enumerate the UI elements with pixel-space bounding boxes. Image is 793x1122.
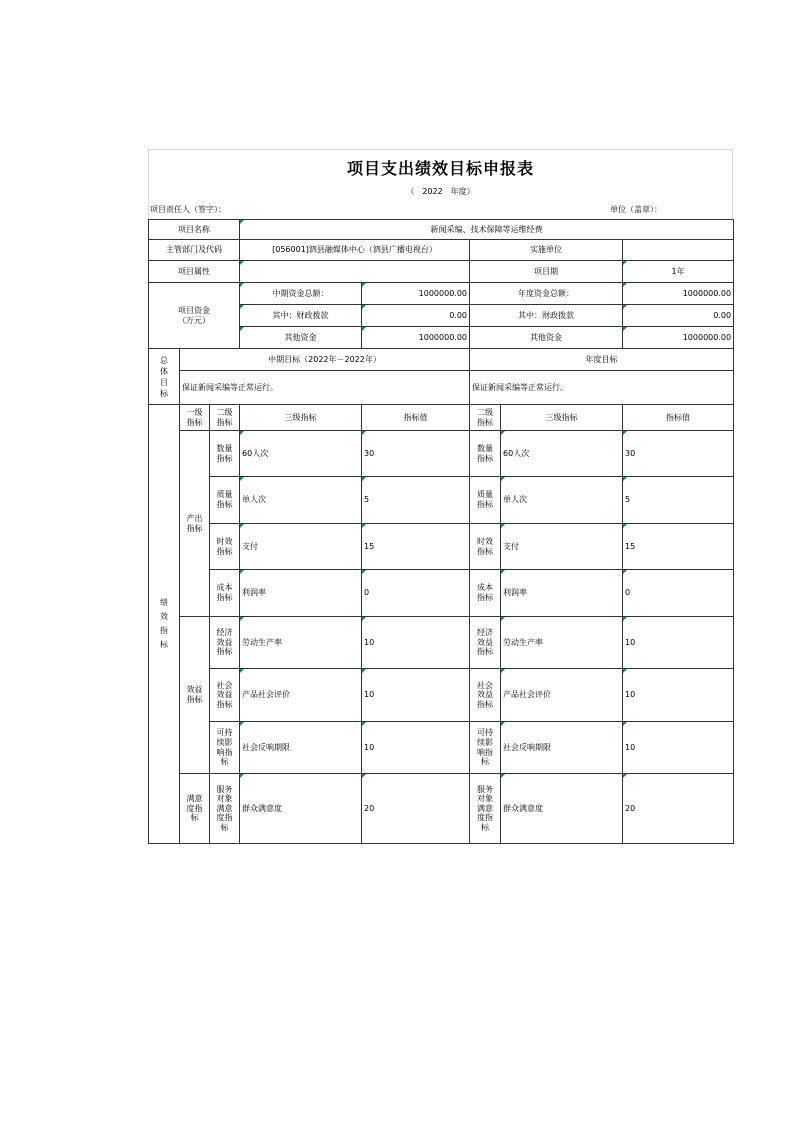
funds-label-line2: （万元）	[178, 315, 210, 325]
goals-text-row	[149, 371, 734, 405]
row-level3: 60人次	[240, 431, 362, 477]
row-level2	[210, 722, 240, 774]
signature-row	[148, 199, 733, 219]
indicators-side-label	[149, 405, 180, 844]
group-benefit-text: 效益指标	[186, 685, 203, 704]
row-level3: 单人次	[240, 477, 362, 524]
row-y-level3: 单人次	[501, 477, 623, 524]
row-level2-text: 质量指标	[216, 490, 233, 509]
row-level3: 群众满意度	[240, 774, 362, 844]
indicator-header-row	[149, 405, 734, 431]
h-y-level2-text: 二级指标	[477, 407, 494, 427]
row-y-level2-text: 服务对象满意度指标	[477, 784, 494, 832]
project-name-label: 项目名称	[149, 220, 240, 240]
year-value: 2022	[422, 187, 443, 196]
row-level2-text: 可持续影响指标	[216, 728, 233, 767]
row-value: 15	[362, 524, 470, 570]
period-value: 1年	[623, 261, 734, 283]
report-title: 项目支出绩效目标申报表	[148, 149, 733, 184]
row-y-value: 10	[623, 669, 734, 722]
year-total-value: 1000000.00	[623, 283, 734, 305]
mid-goal-header: 中期目标（2022年－2022年）	[180, 349, 470, 371]
mid-fiscal-label: 其中：财政拨款	[240, 305, 362, 327]
h-level1-text: 一级指标	[186, 407, 203, 427]
row-level3: 社会反响期限	[240, 722, 362, 774]
h-value: 指标值	[362, 405, 470, 431]
row-y-value: 10	[623, 722, 734, 774]
table-row	[149, 524, 734, 570]
group-satisfaction-text: 满意度指标	[186, 794, 203, 823]
row-y-value: 30	[623, 431, 734, 477]
row-y-level3: 60人次	[501, 431, 623, 477]
row-y-level2	[470, 669, 501, 722]
row-value: 30	[362, 431, 470, 477]
row-y-value: 5	[623, 477, 734, 524]
year-other-label: 其他资金	[470, 327, 623, 349]
project-name-row	[149, 220, 734, 240]
year-open: （	[406, 187, 415, 196]
row-level2-text: 经济效益指标	[216, 628, 233, 657]
row-y-level2-text: 可持续影响指标	[477, 728, 494, 767]
attr-value	[240, 261, 470, 283]
row-value: 20	[362, 774, 470, 844]
h-level1	[180, 405, 210, 431]
year-goal-header: 年度目标	[470, 349, 734, 371]
table-row	[149, 669, 734, 722]
goals-header-row	[149, 349, 734, 371]
row-value: 5	[362, 477, 470, 524]
row-level2	[210, 617, 240, 669]
group-output	[180, 431, 210, 617]
row-y-level3: 支付	[501, 524, 623, 570]
row-y-level2	[470, 774, 501, 844]
row-y-level3: 劳动生产率	[501, 617, 623, 669]
mid-total-value: 1000000.00	[362, 283, 470, 305]
table-row	[149, 570, 734, 617]
row-y-level2-text: 成本指标	[477, 583, 494, 602]
row-level2-text: 服务对象满意度指标	[216, 784, 233, 832]
impl-value	[623, 240, 734, 261]
indicators-side-text: 绩效指标	[160, 598, 168, 649]
row-y-level2-text: 经济效益指标	[477, 628, 494, 657]
row-y-value: 10	[623, 617, 734, 669]
row-y-level2	[470, 431, 501, 477]
row-y-level2-text: 时效指标	[477, 536, 494, 556]
row-level2	[210, 477, 240, 524]
group-output-text: 产出指标	[186, 513, 203, 533]
report-sheet	[148, 149, 733, 844]
year-fiscal-value: 0.00	[623, 305, 734, 327]
row-level2	[210, 431, 240, 477]
row-y-level3: 产品社会评价	[501, 669, 623, 722]
row-y-level2-text: 数量指标	[477, 443, 494, 463]
goals-side-text: 总体目标	[160, 355, 168, 398]
table-row	[149, 431, 734, 477]
h-y-level3: 三级指标	[501, 405, 623, 431]
h-y-level2	[470, 405, 501, 431]
group-benefit	[180, 617, 210, 774]
row-y-value: 15	[623, 524, 734, 570]
row-y-level2	[470, 524, 501, 570]
row-y-level3: 社会反响期限	[501, 722, 623, 774]
dept-label: 主管部门及代码	[149, 240, 240, 261]
performance-table	[148, 219, 734, 844]
table-row	[149, 477, 734, 524]
goals-side-label	[149, 349, 180, 405]
row-y-value: 20	[623, 774, 734, 844]
row-value: 10	[362, 669, 470, 722]
row-level2-text: 社会效益指标	[216, 680, 233, 709]
row-y-level3: 利润率	[501, 570, 623, 617]
row-level2-text: 成本指标	[216, 583, 233, 602]
mid-fiscal-value: 0.00	[362, 305, 470, 327]
row-level2	[210, 570, 240, 617]
row-y-value: 0	[623, 570, 734, 617]
row-y-level2	[470, 570, 501, 617]
impl-label: 实施单位	[470, 240, 623, 261]
row-value: 10	[362, 722, 470, 774]
h-y-value: 指标值	[623, 405, 734, 431]
funds-label-line1: 项目资金	[178, 306, 210, 316]
year-other-value: 1000000.00	[623, 327, 734, 349]
responsible-label: 项目责任人（签字）：	[150, 204, 226, 214]
row-value: 0	[362, 570, 470, 617]
report-year	[148, 184, 733, 199]
row-level2	[210, 774, 240, 844]
row-level3: 利润率	[240, 570, 362, 617]
year-goal-text: 保证新闻采编等正常运行。	[470, 371, 734, 405]
mid-other-label: 其他资金	[240, 327, 362, 349]
table-row	[149, 617, 734, 669]
row-level2-text: 时效指标	[216, 536, 233, 556]
project-name-value: 新闻采编、技术保障等运维经费	[240, 220, 734, 240]
attr-row	[149, 261, 734, 283]
row-y-level2	[470, 617, 501, 669]
row-y-level2-text: 社会效益指标	[477, 680, 494, 709]
funds-label	[149, 283, 240, 349]
row-level3: 劳动生产率	[240, 617, 362, 669]
year-total-label: 年度资金总额：	[470, 283, 623, 305]
row-y-level3: 群众满意度	[501, 774, 623, 844]
mid-other-value: 1000000.00	[362, 327, 470, 349]
h-level2-text: 二级指标	[216, 407, 233, 427]
h-level3: 三级指标	[240, 405, 362, 431]
dept-value: [056001]泗县融媒体中心（泗县广播电视台）	[240, 240, 470, 261]
period-label: 项目期	[470, 261, 623, 283]
funds-total-row	[149, 283, 734, 305]
year-unit: 年度）	[450, 187, 475, 196]
mid-total-label: 中期资金总额：	[240, 283, 362, 305]
row-level2-text: 数量指标	[216, 443, 233, 463]
row-level3: 产品社会评价	[240, 669, 362, 722]
row-y-level2	[470, 477, 501, 524]
dept-row	[149, 240, 734, 261]
row-level3: 支付	[240, 524, 362, 570]
group-satisfaction	[180, 774, 210, 844]
mid-goal-text: 保证新闻采编等正常运行。	[180, 371, 470, 405]
row-level2	[210, 669, 240, 722]
row-level2	[210, 524, 240, 570]
row-value: 10	[362, 617, 470, 669]
year-fiscal-label: 其中：财政拨款	[470, 305, 623, 327]
table-row	[149, 774, 734, 844]
seal-label: 单位（盖章）：	[610, 204, 662, 214]
table-row	[149, 722, 734, 774]
row-y-level2-text: 质量指标	[477, 490, 494, 509]
h-level2	[210, 405, 240, 431]
row-y-level2	[470, 722, 501, 774]
attr-label: 项目属性	[149, 261, 240, 283]
